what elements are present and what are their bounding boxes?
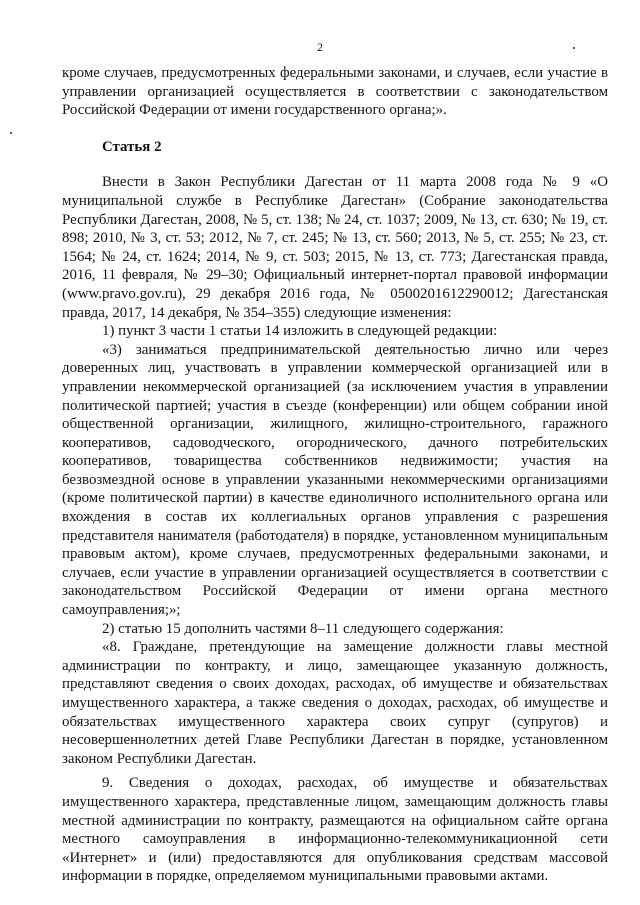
intro-paragraph: кроме случаев, предусмотренных федеральными законами, и случаев, если участие в управлении организацией осуществляется в соответствии с законодательством Российской Федерации от имени государственного органа;». <box>62 65 608 119</box>
page-number: 2 <box>317 40 323 54</box>
item-1-paragraph: 1) пункт 3 части 1 статьи 14 изложить в следующей редакции: <box>102 323 498 340</box>
part-8-paragraph: «8. Граждане, претендующие на замещение должности главы местной администрации по контракту, и лицо, замещающее указанную должность, представляют сведения о своих доходах, расходах, об имуществе и обязательствах имущественного характера, а также сведения о доходах, расходах, об имуществе и обязательствах имущественного характера своих супруг (супругов) и несовершеннолетних детей Главе Республики Дагестан в порядке, установленном законом Республики Дагестан. <box>62 639 608 767</box>
item-2-paragraph: 2) статью 15 дополнить частями 8–11 следующего содержания: <box>102 620 504 637</box>
part-9-paragraph: 9. Сведения о доходах, расходах, об имуществе и обязательствах имущественного характера, представленные лицом, замещающим должность главы местной администрации по контракту, размещаются на официальном сайте органа местного самоуправления в информационно-телекоммуникационной сети «Интернет» и (или) предоставляются для опубликования средствам массовой информации в порядке, определяемом муниципальными правовыми актами. <box>62 775 608 885</box>
document-body <box>62 64 608 886</box>
article-heading: Статья 2 <box>102 138 162 155</box>
item-1-text-paragraph: «3) заниматься предпринимательской деятельностью лично или через доверенных лиц, участвовать в управлении коммерческой организацией или в управлении некоммерческой организацией (за исключением участия в управлении политической партией; участия в съезде (конференции) или общем собрании иной общественной организации, жилищного, жилищно-строительного, гаражного кооперативов, садоводческого, огороднического, дачного потребительских кооперативов, товарищества собственников недвижимости; участия на безвозмездной основе в управлении указанными некоммерческими организациями (кроме политической партии) в качестве единоличного исполнительного органа или вхождения в состав их коллегиальных органов управления с разрешения представителя нанимателя (работодателя) в порядке, установленном муниципальным правовым актом), кроме случаев, предусмотренных федеральными законами, и случаев, если участие в управлении организацией осуществляется в соответствии с законодательством Российской Федерации от имени органа местного самоуправления;»; <box>62 341 608 619</box>
scan-speck <box>573 47 575 49</box>
scan-speck <box>10 132 12 134</box>
amendment-intro-paragraph: Внести в Закон Республики Дагестан от 11 марта 2008 года № 9 «О муниципальной службе в Республике Дагестан» (Собрание законодательства Республики Дагестан, 2008, № 5, ст. 138; № 24, ст. 1037; 2009, № 13, ст. 630; № 19, ст. 898; 2010, № 3, ст. 53; 2012, № 7, ст. 245; № 13, ст. 560; 2013, № 5, ст. 255; № 23, ст. 1564; № 24, ст. 1624; 2014, № 9, ст. 503; 2015, № 13, ст. 773; Дагестанская правда, 2016, 11 февраля, № 29–30; Официальный интернет-портал правовой информации (www.pravo.gov.ru), 29 декабря 2016 года, № 0500201612290012; Дагестанская правда, 2017, 14 декабря, № 354–355) следующие изменения: <box>62 174 608 321</box>
